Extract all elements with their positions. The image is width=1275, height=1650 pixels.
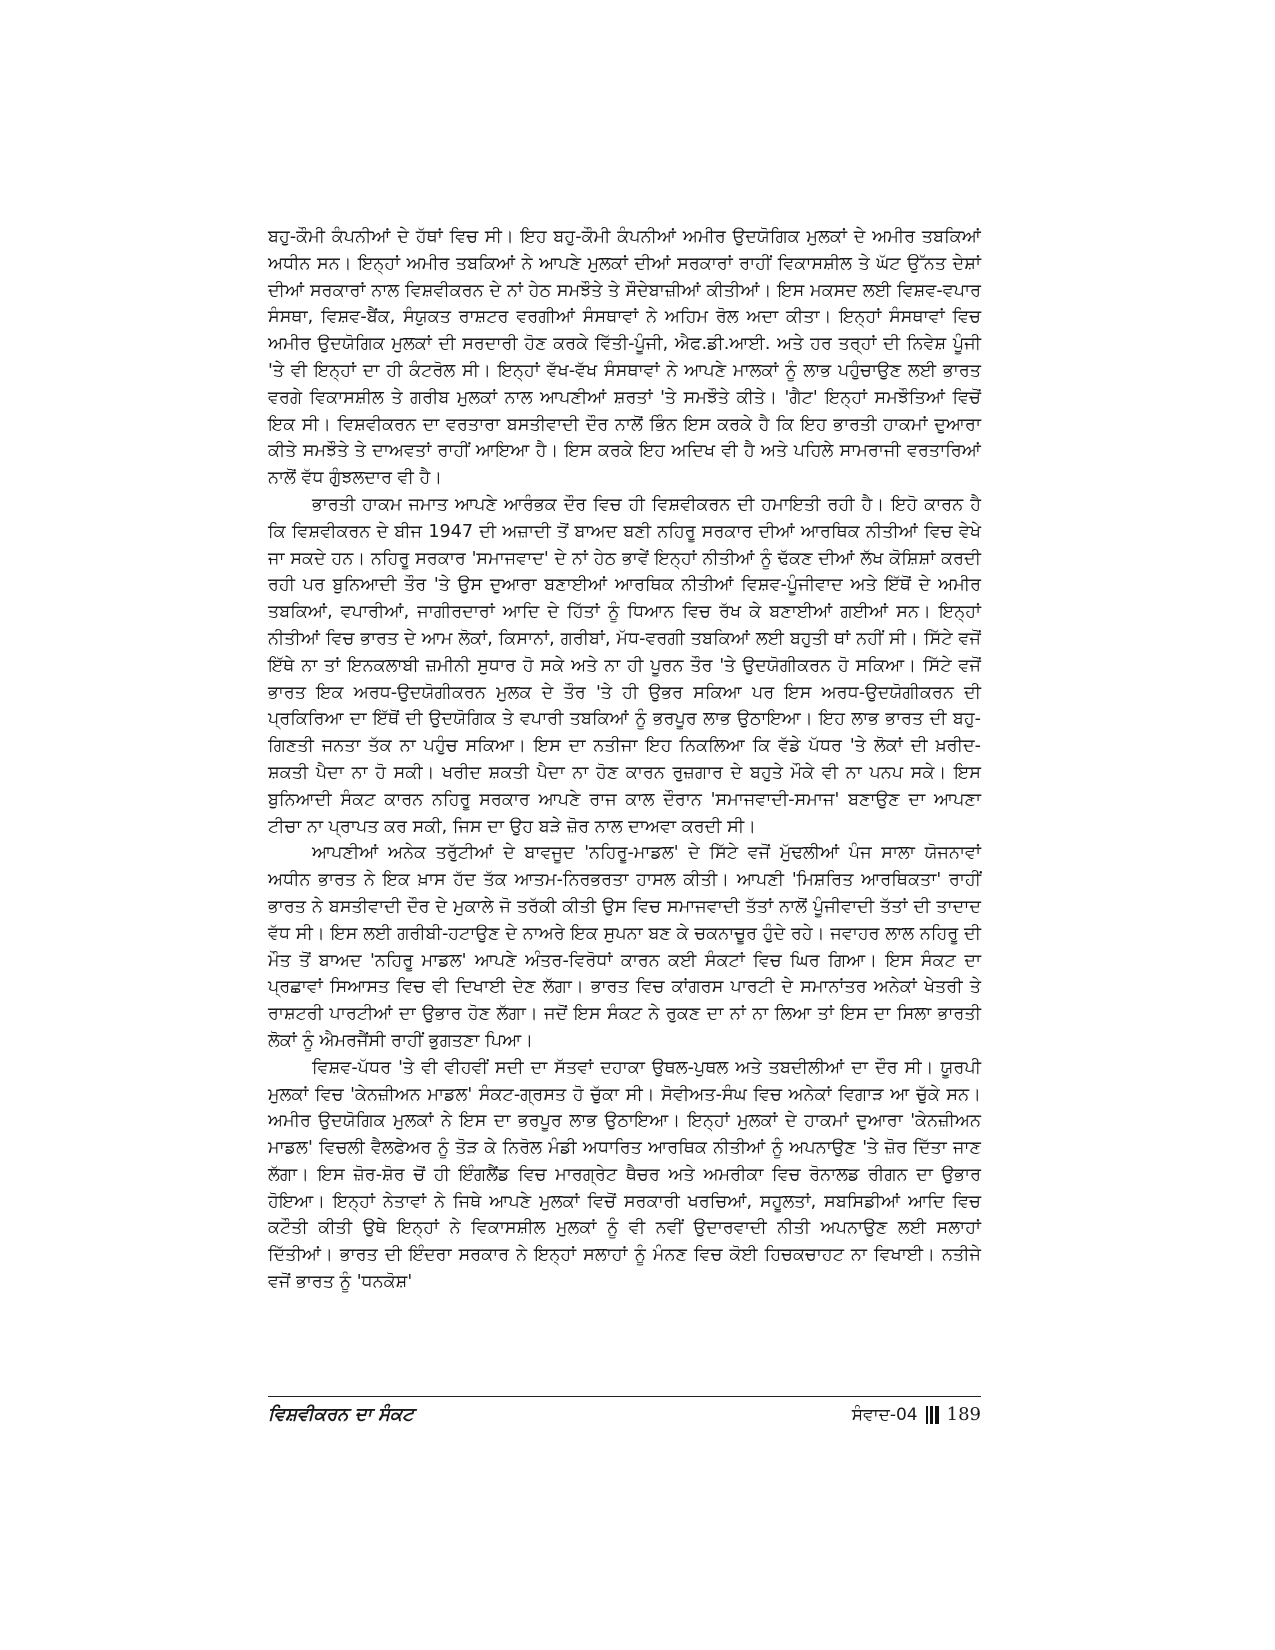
footer-divider — [268, 1396, 981, 1397]
paragraph-4: ਵਿਸ਼ਵ-ਪੱਧਰ 'ਤੇ ਵੀ ਵੀਹਵੀਂ ਸਦੀ ਦਾ ਸੱਤਵਾਂ ਦਹਾਕਾ ਉਥਲ-ਪੁਥਲ ਅਤੇ ਤਬਦੀਲੀਆਂ ਦਾ ਦੌਰ ਸੀ। ਯੂਰਪੀ ਮੁਲਕਾਂ ਵਿਚ 'ਕੇਨਜ਼ੀਅਨ ਮਾਡਲ' ਸੰਕਟ-ਗ੍ਰਸਤ ਹੋ ਚੁੱਕਾ ਸੀ। ਸੋਵੀਅਤ-ਸੰਘ ਵਿਚ ਅਨੇਕਾਂ ਵਿਗਾੜ ਆ ਚੁੱਕੇ ਸਨ। ਅਮੀਰ ਉਦਯੋਗਿਕ ਮੁਲਕਾਂ ਨੇ ਇਸ ਦਾ ਭਰਪੂਰ ਲਾਭ ਉਠਾਇਆ। ਇਨ੍ਹਾਂ ਮੁਲਕਾਂ ਦੇ ਹਾਕਮਾਂ ਦੁਆਰਾ 'ਕੇਨਜ਼ੀਅਨ ਮਾਡਲ' ਵਿਚਲੀ ਵੈਲਫੇਅਰ ਨੂੰ ਤੋੜ ਕੇ ਨਿਰੋਲ ਮੰਡੀ ਅਧਾਰਿਤ ਆਰਥਿਕ ਨੀਤੀਆਂ ਨੂੰ ਅਪਨਾਉਣ 'ਤੇ ਜ਼ੋਰ ਦਿੱਤਾ ਜਾਣ ਲੱਗਾ। ਇਸ ਜ਼ੋਰ-ਸ਼ੋਰ ਚੋਂ ਹੀ ਇੰਗਲੈਂਡ ਵਿਚ ਮਾਰਗ੍ਰੇਟ ਥੈਚਰ ਅਤੇ ਅਮਰੀਕਾ ਵਿਚ ਰੋਨਾਲਡ ਰੀਗਨ ਦਾ ਉਭਾਰ ਹੋਇਆ। ਇਨ੍ਹਾਂ ਨੇਤਾਵਾਂ ਨੇ ਜਿਥੇ ਆਪਣੇ ਮੁਲਕਾਂ ਵਿਚੋਂ ਸਰਕਾਰੀ ਖਰਚਿਆਂ, ਸਹੂਲਤਾਂ, ਸਬਸਿਡੀਆਂ ਆਦਿ ਵਿਚ ਕਟੌਤੀ ਕੀਤੀ ਉਥੇ ਇਨ੍ਹਾਂ ਨੇ ਵਿਕਾਸਸ਼ੀਲ ਮੁਲਕਾਂ ਨੂੰ ਵੀ ਨਵੀਂ ਉਦਾਰਵਾਦੀ ਨੀਤੀ ਅਪਨਾਉਣ ਲਈ ਸਲਾਹਾਂ ਦਿੱਤੀਆਂ। ਭਾਰਤ ਦੀ ਇੰਦਰਾ ਸਰਕਾਰ ਨੇ ਇਨ੍ਹਾਂ ਸਲਾਹਾਂ ਨੂੰ ਮੰਨਣ ਵਿਚ ਕੋਈ ਹਿਚਕਚਾਹਟ ਨਾ ਵਿਖਾਈ। ਨਤੀਜੇ ਵਜੋਂ ਭਾਰਤ ਨੂੰ 'ਧਨਕੋਸ਼' — [268, 1057, 981, 1293]
paragraph-2: ਭਾਰਤੀ ਹਾਕਮ ਜਮਾਤ ਆਪਣੇ ਆਰੰਭਕ ਦੌਰ ਵਿਚ ਹੀ ਵਿਸ਼ਵੀਕਰਨ ਦੀ ਹਮਾਇਤੀ ਰਹੀ ਹੈ। ਇਹੋ ਕਾਰਨ ਹੈ ਕਿ ਵਿਸ਼ਵੀਕਰਨ ਦੇ ਬੀਜ 1947 ਦੀ ਅਜ਼ਾਦੀ ਤੋਂ ਬਾਅਦ ਬਣੀ ਨਹਿਰੂ ਸਰਕਾਰ ਦੀਆਂ ਆਰਥਿਕ ਨੀਤੀਆਂ ਵਿਚ ਵੇਖੇ ਜਾ ਸਕਦੇ ਹਨ। ਨਹਿਰੂ ਸਰਕਾਰ 'ਸਮਾਜਵਾਦ' ਦੇ ਨਾਂ ਹੇਠ ਭਾਵੇਂ ਇਨ੍ਹਾਂ ਨੀਤੀਆਂ ਨੂੰ ਢੱਕਣ ਦੀਆਂ ਲੱਖ ਕੋਸ਼ਿਸ਼ਾਂ ਕਰਦੀ ਰਹੀ ਪਰ ਬੁਨਿਆਦੀ ਤੌਰ 'ਤੇ ਉਸ ਦੁਆਰਾ ਬਣਾਈਆਂ ਆਰਥਿਕ ਨੀਤੀਆਂ ਵਿਸ਼ਵ-ਪੂੰਜੀਵਾਦ ਅਤੇ ਇੱਥੋਂ ਦੇ ਅਮੀਰ ਤਬਕਿਆਂ, ਵਪਾਰੀਆਂ, ਜਾਗੀਰਦਾਰਾਂ ਆਦਿ ਦੇ ਹਿੱਤਾਂ ਨੂੰ ਧਿਆਨ ਵਿਚ ਰੱਖ ਕੇ ਬਣਾਈਆਂ ਗਈਆਂ ਸਨ। ਇਨ੍ਹਾਂ ਨੀਤੀਆਂ ਵਿਚ ਭਾਰਤ ਦੇ ਆਮ ਲੋਕਾਂ, ਕਿਸਾਨਾਂ, ਗਰੀਬਾਂ, ਮੱਧ-ਵਰਗੀ ਤਬਕਿਆਂ ਲਈ ਬਹੁਤੀ ਥਾਂ ਨਹੀਂ ਸੀ। ਸਿੱਟੇ ਵਜੋਂ ਇੱਥੇ ਨਾ ਤਾਂ ਇਨਕਲਾਬੀ ਜ਼ਮੀਨੀ ਸੁਧਾਰ ਹੋ ਸਕੇ ਅਤੇ ਨਾ ਹੀ ਪੂਰਨ ਤੌਰ 'ਤੇ ਉਦਯੋਗੀਕਰਨ ਹੋ ਸਕਿਆ। ਸਿੱਟੇ ਵਜੋਂ ਭਾਰਤ ਇਕ ਅਰਧ-ਉਦਯੋਗੀਕਰਨ ਮੁਲਕ ਦੇ ਤੌਰ 'ਤੇ ਹੀ ਉਭਰ ਸਕਿਆ ਪਰ ਇਸ ਅਰਧ-ਉਦਯੋਗੀਕਰਨ ਦੀ ਪ੍ਰਕਿਰਿਆ ਦਾ ਇੱਥੋਂ ਦੀ ਉਦਯੋਗਿਕ ਤੇ ਵਪਾਰੀ ਤਬਕਿਆਂ ਨੂੰ ਭਰਪੂਰ ਲਾਭ ਉਠਾਇਆ। ਇਹ ਲਾਭ ਭਾਰਤ ਦੀ ਬਹੁ-ਗਿਣਤੀ ਜਨਤਾ ਤੱਕ ਨਾ ਪਹੁੰਚ ਸਕਿਆ। ਇਸ ਦਾ ਨਤੀਜਾ ਇਹ ਨਿਕਲਿਆ ਕਿ ਵੱਡੇ ਪੱਧਰ 'ਤੇ ਲੋਕਾਂ ਦੀ ਖ਼ਰੀਦ-ਸ਼ਕਤੀ ਪੈਦਾ ਨਾ ਹੋ ਸਕੀ। ਖਰੀਦ ਸ਼ਕਤੀ ਪੈਦਾ ਨਾ ਹੋਣ ਕਾਰਨ ਰੁਜ਼ਗਾਰ ਦੇ ਬਹੁਤੇ ਮੌਕੇ ਵੀ ਨਾ ਪਨਪ ਸਕੇ। ਇਸ ਬੁਨਿਆਦੀ ਸੰਕਟ ਕਾਰਨ ਨਹਿਰੂ ਸਰਕਾਰ ਆਪਣੇ ਰਾਜ ਕਾਲ ਦੌਰਾਨ 'ਸਮਾਜਵਾਦੀ-ਸਮਾਜ' ਬਣਾਉਣ ਦਾ ਆਪਣਾ ਟੀਚਾ ਨਾ ਪ੍ਰਾਪਤ ਕਰ ਸਕੀ, ਜਿਸ ਦਾ ਉਹ ਬੜੇ ਜ਼ੋਰ ਨਾਲ ਦਾਅਵਾ ਕਰਦੀ ਸੀ। — [268, 494, 981, 837]
page-number: 189 — [946, 1404, 981, 1425]
body-text — [268, 224, 981, 1296]
page-footer-info — [852, 1404, 981, 1425]
running-title: ਵਿਸ਼ਵੀਕਰਨ ਦਾ ਸੰਕਟ — [268, 1404, 414, 1425]
paragraph-3: ਆਪਣੀਆਂ ਅਨੇਕ ਤਰੁੱਟੀਆਂ ਦੇ ਬਾਵਜੂਦ 'ਨਹਿਰੂ-ਮਾਡਲ' ਦੇ ਸਿੱਟੇ ਵਜੋਂ ਮੁੱਢਲੀਆਂ ਪੰਜ ਸਾਲਾ ਯੋਜਨਾਵਾਂ ਅਧੀਨ ਭਾਰਤ ਨੇ ਇਕ ਖ਼ਾਸ ਹੱਦ ਤੱਕ ਆਤਮ-ਨਿਰਭਰਤਾ ਹਾਸਲ ਕੀਤੀ। ਆਪਣੀ 'ਮਿਸ਼ਰਿਤ ਆਰਥਿਕਤਾ' ਰਾਹੀਂ ਭਾਰਤ ਨੇ ਬਸਤੀਵਾਦੀ ਦੌਰ ਦੇ ਮੁਕਾਲੇ ਜੋ ਤਰੱਕੀ ਕੀਤੀ ਉਸ ਵਿਚ ਸਮਾਜਵਾਦੀ ਤੱਤਾਂ ਨਾਲੋਂ ਪੂੰਜੀਵਾਦੀ ਤੱਤਾਂ ਦੀ ਤਾਦਾਦ ਵੱਧ ਸੀ। ਇਸ ਲਈ ਗਰੀਬੀ-ਹਟਾਉਣ ਦੇ ਨਾਅਰੇ ਇਕ ਸੁਪਨਾ ਬਣ ਕੇ ਚਕਨਾਚੂਰ ਹੁੰਦੇ ਰਹੇ। ਜਵਾਹਰ ਲਾਲ ਨਹਿਰੂ ਦੀ ਮੌਤ ਤੋਂ ਬਾਅਦ 'ਨਹਿਰੂ ਮਾਡਲ' ਆਪਣੇ ਅੰਤਰ-ਵਿਰੋਧਾਂ ਕਾਰਨ ਕਈ ਸੰਕਟਾਂ ਵਿਚ ਘਿਰ ਗਿਆ। ਇਸ ਸੰਕਟ ਦਾ ਪ੍ਰਛਾਵਾਂ ਸਿਆਸਤ ਵਿਚ ਵੀ ਦਿਖਾਈ ਦੇਣ ਲੱਗਾ। ਭਾਰਤ ਵਿਚ ਕਾਂਗਰਸ ਪਾਰਟੀ ਦੇ ਸਮਾਨਾਂਤਰ ਅਨੇਕਾਂ ਖੇਤਰੀ ਤੇ ਰਾਸ਼ਟਰੀ ਪਾਰਟੀਆਂ ਦਾ ਉਭਾਰ ਹੋਣ ਲੱਗਾ। ਜਦੋਂ ਇਸ ਸੰਕਟ ਨੇ ਰੁਕਣ ਦਾ ਨਾਂ ਨਾ ਲਿਆ ਤਾਂ ਇਸ ਦਾ ਸਿਲਾ ਭਾਰਤੀ ਲੋਕਾਂ ਨੂੰ ਐਮਰਜੈਂਸੀ ਰਾਹੀਂ ਭੁਗਤਣਾ ਪਿਆ। — [268, 843, 981, 1051]
bars-ornament-icon — [926, 1406, 939, 1424]
issue-label: ਸੰਵਾਦ-04 — [851, 1404, 918, 1425]
paragraph-1: ਬਹੁ-ਕੌਮੀ ਕੰਪਨੀਆਂ ਦੇ ਹੱਥਾਂ ਵਿਚ ਸੀ। ਇਹ ਬਹੁ-ਕੌਮੀ ਕੰਪਨੀਆਂ ਅਮੀਰ ਉਦਯੋਗਿਕ ਮੁਲਕਾਂ ਦੇ ਅਮੀਰ ਤਬਕਿਆਂ ਅਧੀਨ ਸਨ। ਇਨ੍ਹਾਂ ਅਮੀਰ ਤਬਕਿਆਂ ਨੇ ਆਪਣੇ ਮੁਲਕਾਂ ਦੀਆਂ ਸਰਕਾਰਾਂ ਰਾਹੀਂ ਵਿਕਾਸਸ਼ੀਲ ਤੇ ਘੱਟ ਉੱਨਤ ਦੇਸ਼ਾਂ ਦੀਆਂ ਸਰਕਾਰਾਂ ਨਾਲ ਵਿਸ਼ਵੀਕਰਨ ਦੇ ਨਾਂ ਹੇਠ ਸਮਝੌਤੇ ਤੇ ਸੌਦੇਬਾਜ਼ੀਆਂ ਕੀਤੀਆਂ। ਇਸ ਮਕਸਦ ਲਈ ਵਿਸ਼ਵ-ਵਪਾਰ ਸੰਸਥਾ, ਵਿਸ਼ਵ-ਬੈਂਕ, ਸੰਯੁਕਤ ਰਾਸ਼ਟਰ ਵਰਗੀਆਂ ਸੰਸਥਾਵਾਂ ਨੇ ਅਹਿਮ ਰੋਲ ਅਦਾ ਕੀਤਾ। ਇਨ੍ਹਾਂ ਸੰਸਥਾਵਾਂ ਵਿਚ ਅਮੀਰ ਉਦਯੋਗਿਕ ਮੁਲਕਾਂ ਦੀ ਸਰਦਾਰੀ ਹੋਣ ਕਰਕੇ ਵਿੱਤੀ-ਪੂੰਜੀ, ਐਫ.ਡੀ.ਆਈ. ਅਤੇ ਹਰ ਤਰ੍ਹਾਂ ਦੀ ਨਿਵੇਸ਼ ਪੂੰਜੀ 'ਤੇ ਵੀ ਇਨ੍ਹਾਂ ਦਾ ਹੀ ਕੰਟਰੋਲ ਸੀ। ਇਨ੍ਹਾਂ ਵੱਖ-ਵੱਖ ਸੰਸਥਾਵਾਂ ਨੇ ਆਪਣੇ ਮਾਲਕਾਂ ਨੂੰ ਲਾਭ ਪਹੁੰਚਾਉਣ ਲਈ ਭਾਰਤ ਵਰਗੇ ਵਿਕਾਸਸ਼ੀਲ ਤੇ ਗਰੀਬ ਮੁਲਕਾਂ ਨਾਲ ਆਪਣੀਆਂ ਸ਼ਰਤਾਂ 'ਤੇ ਸਮਝੌਤੇ ਕੀਤੇ। 'ਗੈਟ' ਇਨ੍ਹਾਂ ਸਮਝੌਤਿਆਂ ਵਿਚੋਂ ਇਕ ਸੀ। ਵਿਸ਼ਵੀਕਰਨ ਦਾ ਵਰਤਾਰਾ ਬਸਤੀਵਾਦੀ ਦੌਰ ਨਾਲੋਂ ਭਿੰਨ ਇਸ ਕਰਕੇ ਹੈ ਕਿ ਇਹ ਭਾਰਤੀ ਹਾਕਮਾਂ ਦੁਆਰਾ ਕੀਤੇ ਸਮਝੌਤੇ ਤੇ ਦਾਅਵਤਾਂ ਰਾਹੀਂ ਆਇਆ ਹੈ। ਇਸ ਕਰਕੇ ਇਹ ਅਦਿਖ ਵੀ ਹੈ ਅਤੇ ਪਹਿਲੇ ਸਾਮਰਾਜੀ ਵਰਤਾਰਿਆਂ ਨਾਲੋਂ ਵੱਧ ਗੁੰਝਲਦਾਰ ਵੀ ਹੈ। — [268, 227, 981, 489]
